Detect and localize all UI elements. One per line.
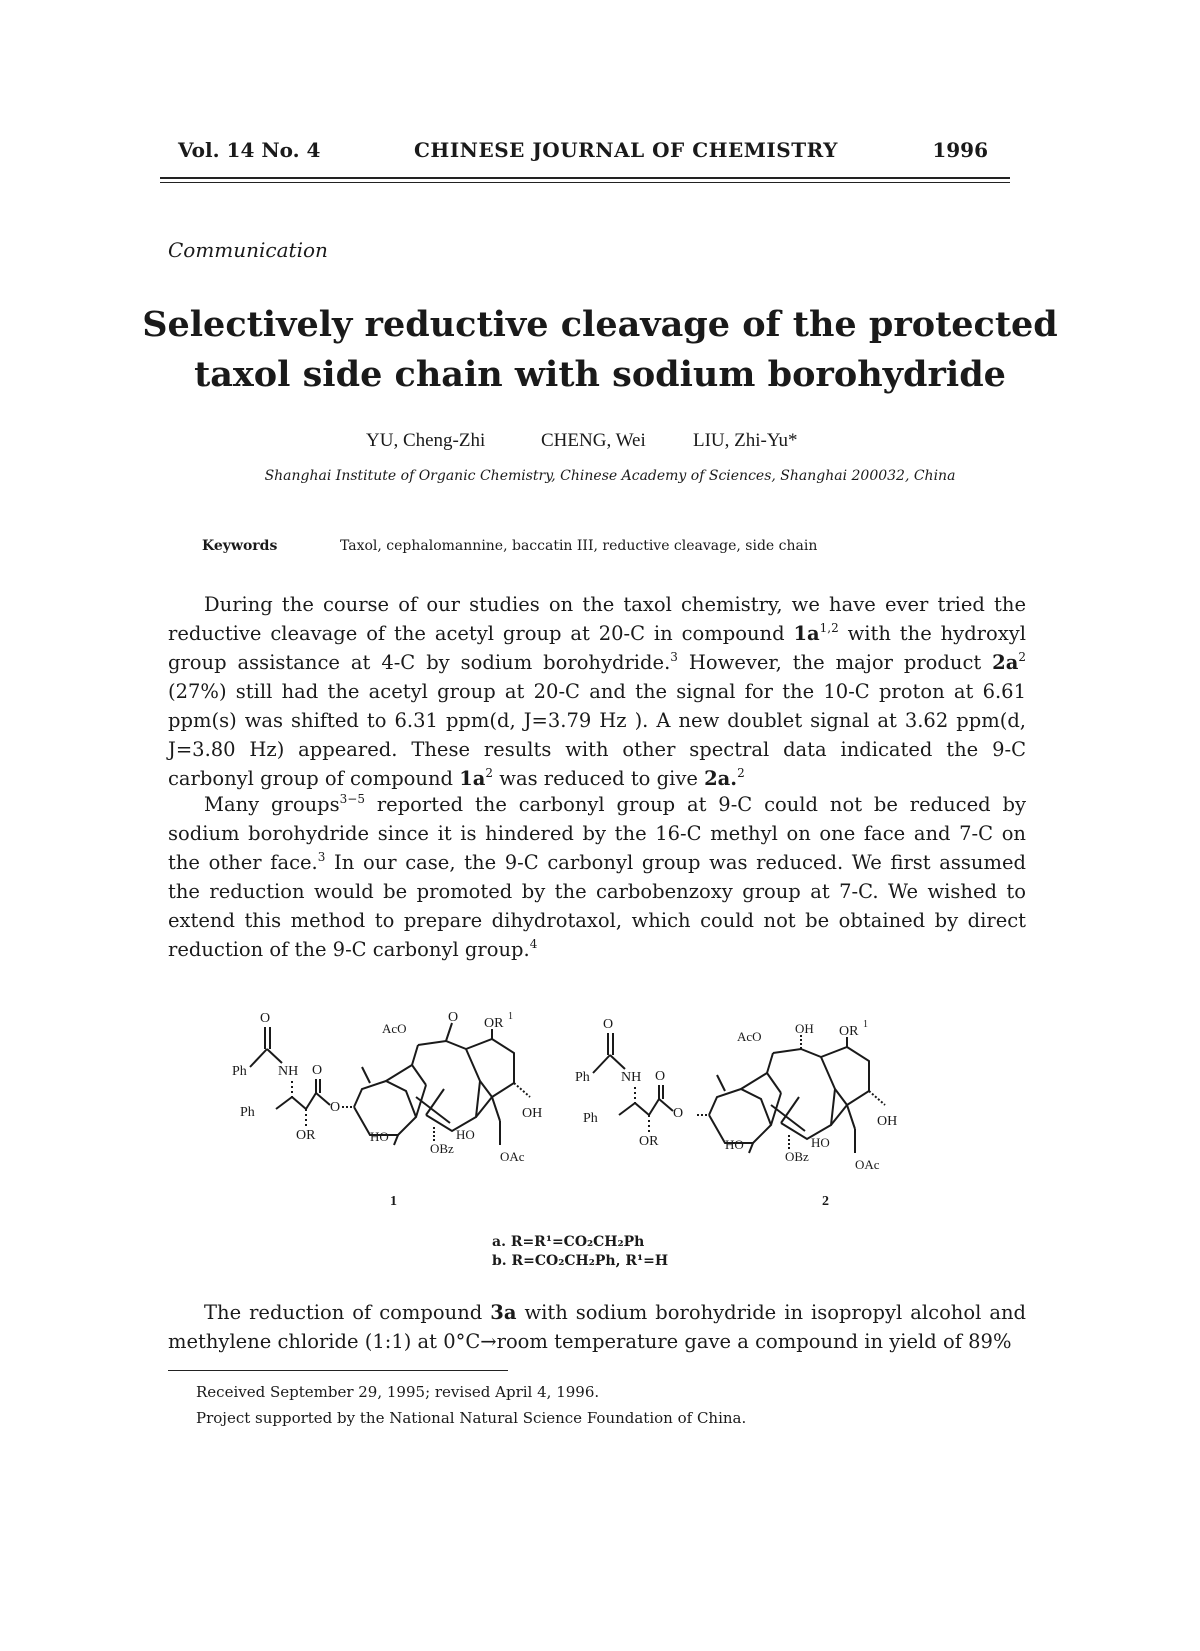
compound-ref: 2a <box>992 651 1019 674</box>
compound-number-2: 2 <box>822 1194 829 1209</box>
atom-label: O <box>603 1017 614 1032</box>
footnote-funding: Project supported by the National Natural Science Foundation of China. <box>196 1409 747 1427</box>
citation: 2 <box>1018 650 1027 664</box>
article-type: Communication <box>168 238 328 262</box>
compound-ref: 1a <box>459 767 486 790</box>
atom-label: Ph <box>583 1111 598 1126</box>
taxane-core-1 <box>342 1010 542 1164</box>
legend-a: a. R=R¹=CO₂CH₂Ph <box>492 1234 645 1250</box>
atom-label: O <box>330 1100 341 1115</box>
compound-ref: 1a <box>793 622 820 645</box>
atom-label: NH <box>278 1064 299 1079</box>
atom-label: O <box>655 1069 666 1084</box>
publication-year: 1996 <box>932 138 988 162</box>
atom-label: NH <box>621 1070 642 1085</box>
p2-text-3: In our case, the 9-C carbonyl group was reduced. We first assumed the reduction would be promoted by the carbobenzoxy group at 7-C. We wished to extend this method to prepare dihydrotaxol, which could not be obtained by direct reduction of the 9-C carbonyl group. <box>168 851 1026 961</box>
title-line-1: Selectively reductive cleavage of the protected <box>142 304 1058 345</box>
volume-issue: Vol. 14 No. 4 <box>178 138 321 162</box>
taxane-core-2 <box>697 1019 897 1172</box>
compound-number-1: 1 <box>390 1194 397 1209</box>
p2-text-1: Many groups <box>204 793 340 816</box>
atom-label: HO <box>725 1137 744 1152</box>
atom-label: HO <box>456 1127 475 1142</box>
citation: 2 <box>485 766 494 780</box>
atom-label: AcO <box>382 1021 407 1036</box>
paragraph-2 <box>168 790 1026 964</box>
header-rule-thick <box>160 177 1010 179</box>
title-line-2: taxol side chain with sodium borohydride <box>194 354 1006 395</box>
footnote-received: Received September 29, 1995; revised April 4, 1996. <box>196 1383 600 1401</box>
article-title <box>100 300 1100 400</box>
atom-label: Ph <box>240 1105 255 1120</box>
p1-text-3: However, the major product <box>677 651 993 674</box>
atom-label: OR <box>839 1024 859 1039</box>
citation: 4 <box>529 937 538 951</box>
citation: 3−5 <box>339 792 365 806</box>
p3-text-1: The reduction of compound <box>204 1301 491 1324</box>
atom-label: OBz <box>785 1149 809 1164</box>
atom-label: OAc <box>500 1149 525 1164</box>
side-chain-2 <box>575 1017 683 1149</box>
atom-label: OH <box>522 1106 543 1121</box>
header-rule-thin <box>160 182 1010 183</box>
keywords-text: Taxol, cephalomannine, baccatin III, reductive cleavage, side chain <box>340 538 818 554</box>
p1-text-4: (27%) still had the acetyl group at 20-C and the signal for the 10-C proton at 6.61 ppm(s) was shifted to 6.31 ppm(d, J=3.79 Hz ). A new doublet signal at 3.62 ppm(d, J=3.80 Hz) appeared. These results with other spectral data indicated the 9-C carbonyl group of compound <box>168 680 1026 790</box>
atom-label: OR <box>484 1016 504 1031</box>
atom-label: HO <box>811 1135 830 1150</box>
atom-label: O <box>448 1010 459 1025</box>
atom-label: O <box>260 1011 271 1026</box>
author-2: CHENG, Wei <box>541 430 646 451</box>
affiliation: Shanghai Institute of Organic Chemistry, Chinese Academy of Sciences, Shanghai 200032, China <box>264 468 956 484</box>
journal-name: CHINESE JOURNAL OF CHEMISTRY <box>414 138 838 162</box>
side-chain-1 <box>232 1011 340 1143</box>
atom-label: Ph <box>232 1064 247 1079</box>
citation: 1,2 <box>819 621 839 635</box>
compound-ref: 2a. <box>704 767 738 790</box>
p1-text-2: with the hydroxyl group assistance at 4-C by sodium borohydride. <box>168 622 1026 674</box>
p1-text-1: During the course of our studies on the taxol chemistry, we have ever tried the reductive cleavage of the acetyl group at 20-C in compound <box>168 593 1026 645</box>
atom-label: AcO <box>737 1029 762 1044</box>
p3-text-2: with sodium borohydride in isopropyl alcohol and methylene chloride (1:1) at 0°C→room temperature gave a compound in yield of 89% <box>168 1301 1027 1353</box>
footnote-rule <box>168 1370 508 1371</box>
p1-text-5: was reduced to give <box>493 767 705 790</box>
atom-label: OR <box>639 1134 659 1149</box>
atom-label: OR <box>296 1128 316 1143</box>
author-1: YU, Cheng-Zhi <box>366 430 486 451</box>
atom-label: HO <box>370 1129 389 1144</box>
keywords-label: Keywords <box>202 538 278 554</box>
p2-text-2: reported the carbonyl group at 9-C could not be reduced by sodium borohydride since it is hindered by the 16-C methyl on one face and 7-C on the other face. <box>168 793 1026 874</box>
citation: 2 <box>737 766 745 780</box>
author-3: LIU, Zhi-Yu* <box>693 430 798 451</box>
citation: 3 <box>317 850 326 864</box>
legend-b: b. R=CO₂CH₂Ph, R¹=H <box>492 1253 669 1269</box>
atom-label: OBz <box>430 1141 454 1156</box>
paragraph-1 <box>168 590 1026 793</box>
figure-legend <box>492 1233 668 1271</box>
atom-label: 1 <box>508 1011 513 1022</box>
compound-ref: 3a <box>490 1301 517 1324</box>
atom-label: O <box>312 1063 323 1078</box>
atom-label: OAc <box>855 1157 880 1172</box>
running-header <box>178 134 988 164</box>
atom-label: OH <box>795 1021 814 1036</box>
atom-label: Ph <box>575 1070 590 1085</box>
citation: 3 <box>670 650 678 664</box>
structure-figure <box>230 1005 960 1225</box>
atom-label: 1 <box>863 1019 868 1030</box>
atom-label: O <box>673 1106 684 1121</box>
atom-label: OH <box>877 1114 898 1129</box>
paragraph-3 <box>168 1298 1026 1356</box>
